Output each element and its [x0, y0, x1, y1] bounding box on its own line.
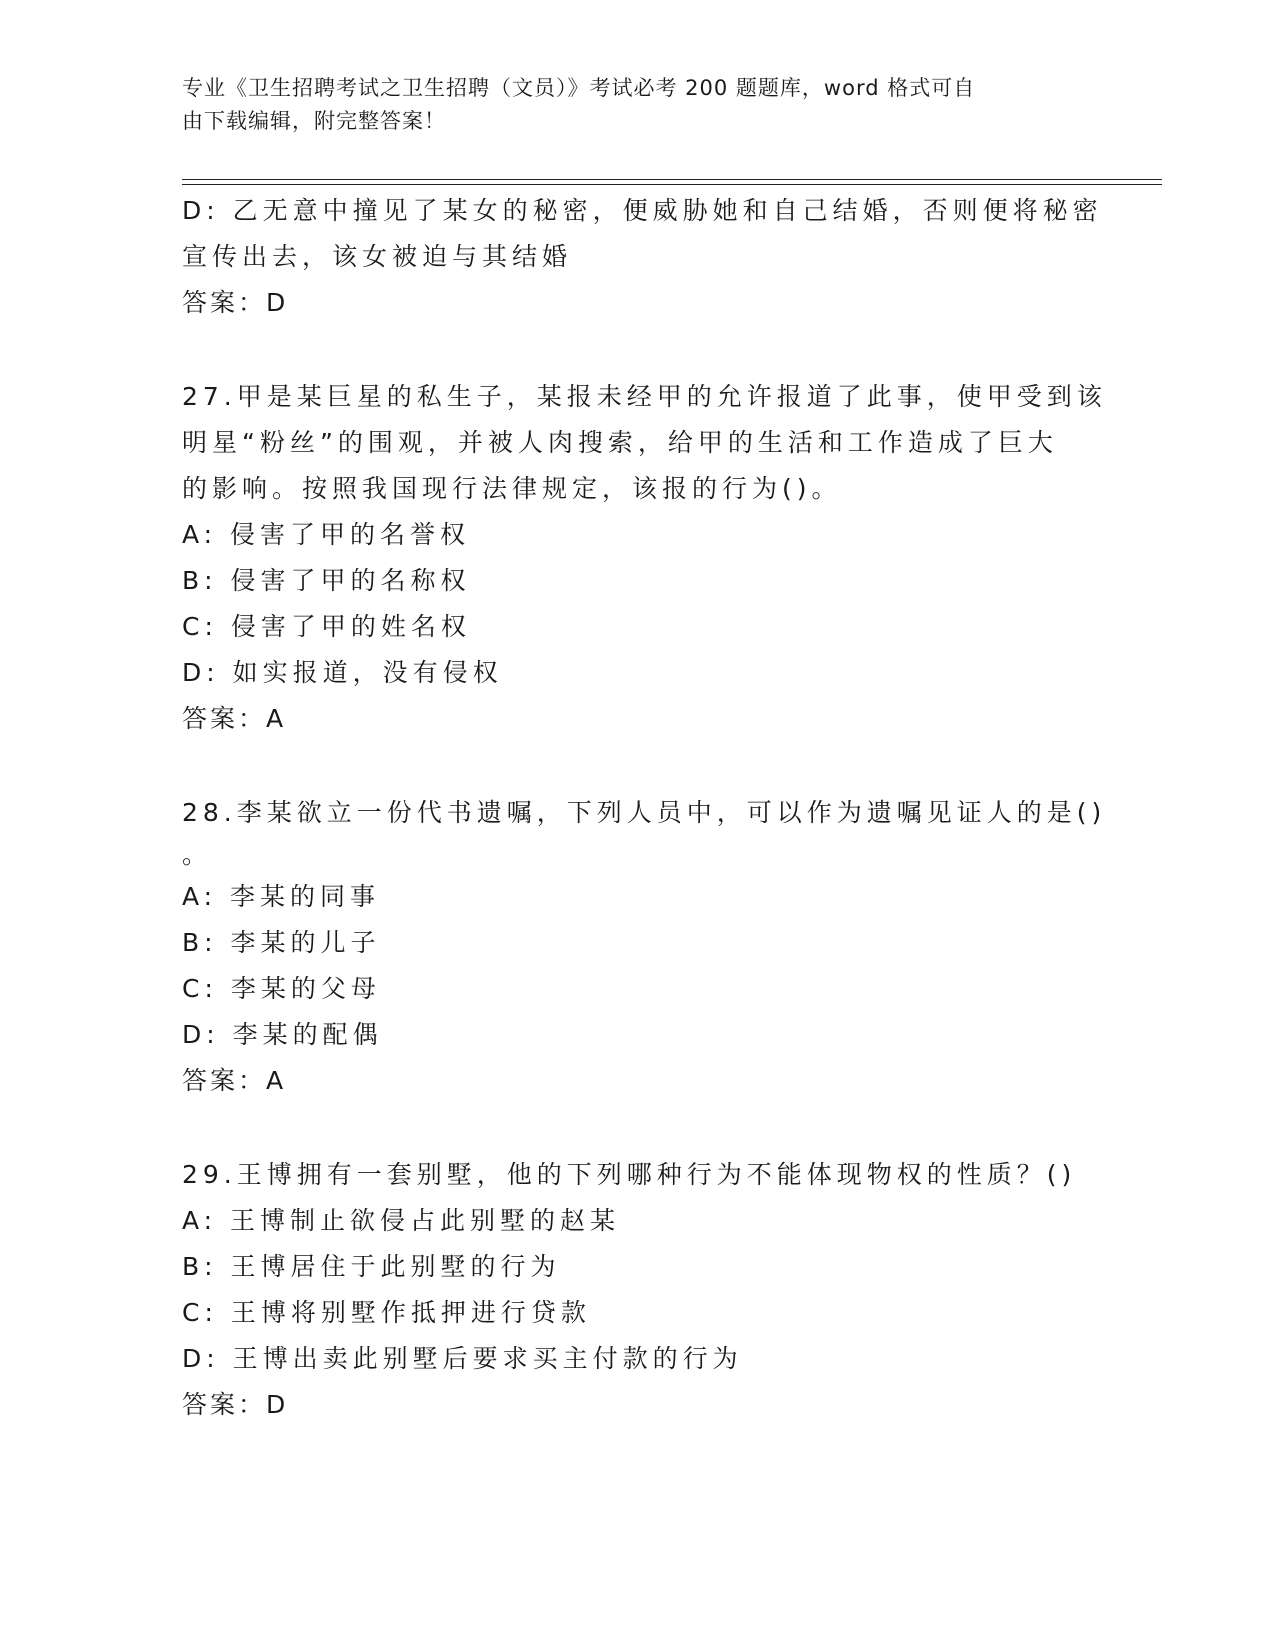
option-c: C: 李某的父母	[182, 974, 381, 1003]
document-body	[182, 188, 1107, 1428]
spacer	[182, 1104, 1082, 1152]
option-b: B: 王博居住于此别墅的行为	[182, 1252, 561, 1281]
option-b: B: 侵害了甲的名称权	[182, 566, 471, 595]
option-c: C: 王博将别墅作抵押进行贷款	[182, 1298, 591, 1327]
option-c: C: 侵害了甲的姓名权	[182, 612, 471, 641]
option-a: A: 李某的同事	[182, 882, 381, 911]
question-stem-line: 28.李某欲立一份代书遗嘱，下列人员中，可以作为遗嘱见证人的是()	[182, 798, 1107, 827]
option-b: B: 李某的儿子	[182, 928, 381, 957]
answer-line: 答案：A	[182, 1066, 287, 1095]
option-d: D: 王博出卖此别墅后要求买主付款的行为	[182, 1344, 743, 1373]
document-header	[182, 72, 1062, 138]
question-stem-line: 明星“粉丝”的围观，并被人肉搜索，给甲的生活和工作造成了巨大	[182, 428, 1058, 457]
header-divider-bottom	[182, 184, 1162, 185]
question-27	[182, 374, 1107, 742]
header-divider-top	[182, 179, 1162, 180]
answer-line: 答案：A	[182, 704, 287, 733]
header-line-2: 由下载编辑，附完整答案！	[182, 109, 446, 133]
option-d: D: 李某的配偶	[182, 1020, 383, 1049]
question-stem-line: 的影响。按照我国现行法律规定，该报的行为()。	[182, 474, 842, 503]
header-line-1: 专业《卫生招聘考试之卫生招聘（文员）》考试必考 200 题题库，word 格式可自	[182, 76, 976, 100]
question-stem-line: 27.甲是某巨星的私生子，某报未经甲的允许报道了此事，使甲受到该	[182, 382, 1107, 411]
answer-line: 答案：D	[182, 288, 289, 317]
spacer	[182, 742, 1082, 790]
question-28	[182, 790, 1107, 1104]
answer-line: 答案：D	[182, 1390, 289, 1419]
option-d-line-2: 宣传出去，该女被迫与其结婚	[182, 242, 573, 271]
continued-question	[182, 188, 1103, 326]
option-d-line-1: D: 乙无意中撞见了某女的秘密，便威胁她和自己结婚，否则便将秘密	[182, 196, 1103, 225]
option-a: A: 王博制止欲侵占此别墅的赵某	[182, 1206, 621, 1235]
question-stem-line: 29.王博拥有一套别墅，他的下列哪种行为不能体现物权的性质？()	[182, 1160, 1077, 1189]
option-a: A: 侵害了甲的名誉权	[182, 520, 471, 549]
spacer	[182, 326, 1082, 374]
option-d: D: 如实报道，没有侵权	[182, 658, 503, 687]
question-29	[182, 1152, 1082, 1428]
question-stem-line: 。	[182, 840, 213, 869]
